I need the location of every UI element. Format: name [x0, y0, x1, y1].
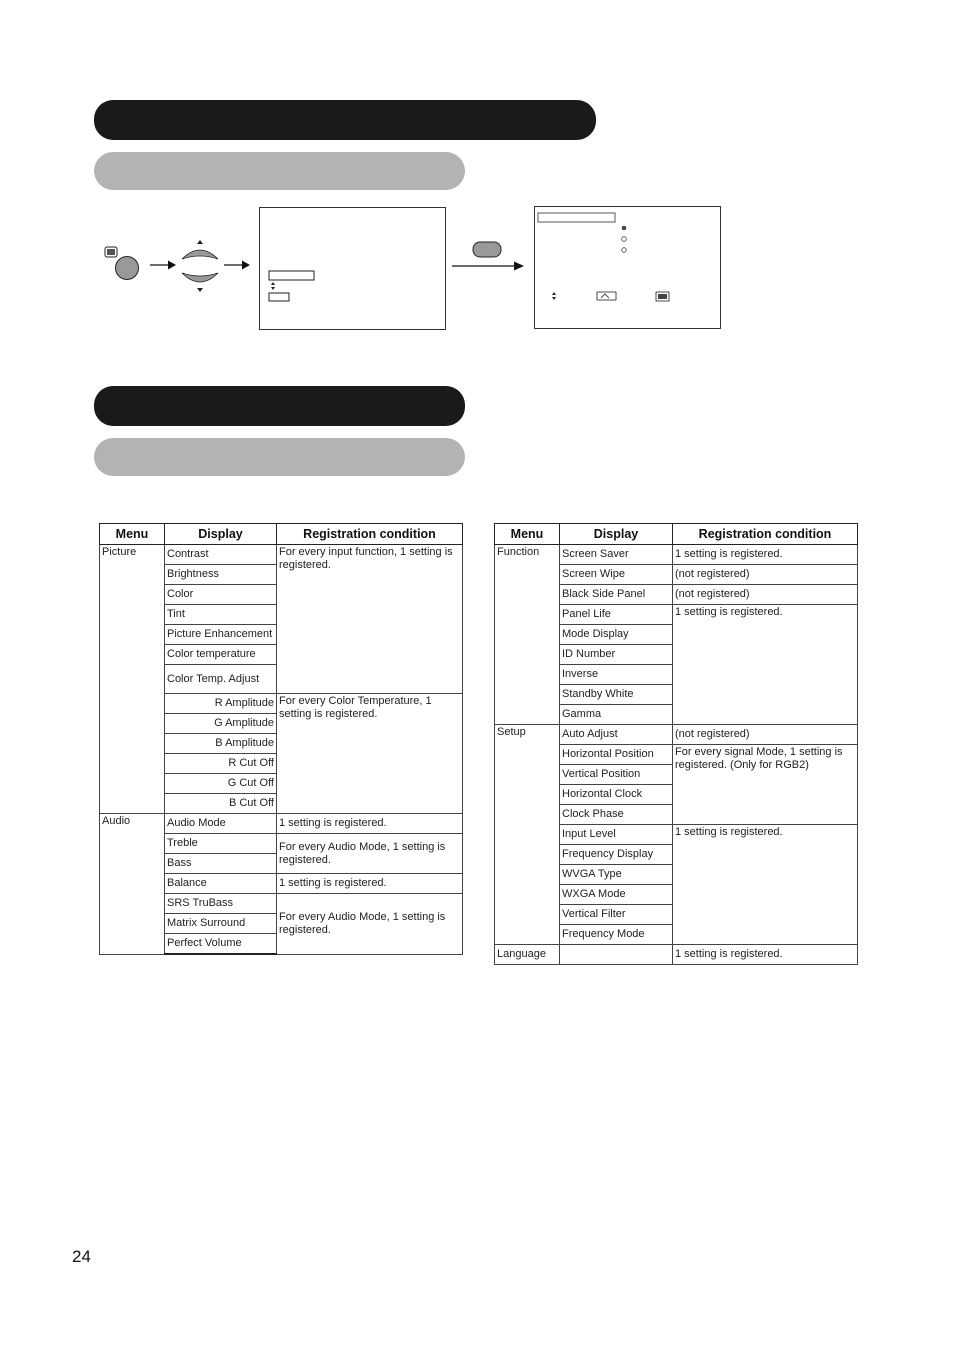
- section-bar-2: [94, 386, 465, 426]
- display-cell: Frequency Display: [560, 845, 673, 865]
- display-cell: Matrix Surround: [165, 914, 277, 934]
- display-cell: SRS TruBass: [165, 894, 277, 914]
- up-down-button-icon: [180, 239, 220, 293]
- condition-cell: 1 setting is registered.: [277, 814, 463, 834]
- display-cell: Balance: [165, 874, 277, 894]
- header-condition: Registration condition: [673, 524, 858, 545]
- table-row: [100, 545, 463, 565]
- menu-cell-function: Function: [495, 545, 560, 725]
- condition-cell: 1 setting is registered.: [673, 945, 858, 965]
- menu-button: [114, 255, 140, 281]
- table-header-row: [100, 524, 463, 545]
- display-cell: Black Side Panel: [560, 585, 673, 605]
- select-button: [472, 241, 502, 259]
- registration-table-right: [494, 523, 858, 965]
- display-cell: G Amplitude: [165, 714, 277, 734]
- display-cell: B Amplitude: [165, 734, 277, 754]
- condition-cell: 1 setting is registered.: [673, 605, 858, 725]
- table-header-row: [495, 524, 858, 545]
- display-cell: Horizontal Clock: [560, 785, 673, 805]
- registration-table-left: [99, 523, 463, 955]
- display-cell: Clock Phase: [560, 805, 673, 825]
- menu-selection-highlight: [268, 270, 318, 304]
- display-cell: Frequency Mode: [560, 925, 673, 945]
- display-cell: Color Temp. Adjust: [165, 665, 277, 694]
- display-cell: WVGA Type: [560, 865, 673, 885]
- subsection-bar-1: [94, 152, 465, 190]
- condition-cell: For every Color Temperature, 1 setting is registered.: [277, 694, 463, 814]
- display-cell: Contrast: [165, 545, 277, 565]
- display-cell: Gamma: [560, 705, 673, 725]
- section-bar-1: [94, 100, 596, 140]
- display-cell: B Cut Off: [165, 794, 277, 814]
- header-display: Display: [165, 524, 277, 545]
- display-cell: Screen Wipe: [560, 565, 673, 585]
- display-cell: Perfect Volume: [165, 934, 277, 955]
- table-row: [495, 545, 858, 565]
- display-cell: Treble: [165, 834, 277, 854]
- menu-cell-language: Language: [495, 945, 560, 965]
- condition-cell: For every Audio Mode, 1 setting is registered.: [277, 834, 463, 874]
- header-condition: Registration condition: [277, 524, 463, 545]
- display-cell: R Amplitude: [165, 694, 277, 714]
- condition-cell: 1 setting is registered.: [277, 874, 463, 894]
- page-number: 24: [72, 1247, 91, 1266]
- condition-cell: For every input function, 1 setting is registered.: [277, 545, 463, 694]
- display-cell: Standby White: [560, 685, 673, 705]
- menu-cell-audio: Audio: [100, 814, 165, 955]
- condition-cell: 1 setting is registered.: [673, 825, 858, 945]
- arrow-right-icon: [224, 259, 250, 271]
- menu-cell-picture: Picture: [100, 545, 165, 814]
- subsection-bar-2: [94, 438, 465, 476]
- display-cell: Screen Saver: [560, 545, 673, 565]
- header-display: Display: [560, 524, 673, 545]
- display-cell: Input Level: [560, 825, 673, 845]
- display-cell: Inverse: [560, 665, 673, 685]
- submenu-contents: [535, 207, 720, 328]
- display-cell: Horizontal Position: [560, 745, 673, 765]
- display-cell: Brightness: [165, 565, 277, 585]
- condition-cell: (not registered): [673, 565, 858, 585]
- header-menu: Menu: [495, 524, 560, 545]
- display-cell: Panel Life: [560, 605, 673, 625]
- display-cell: ID Number: [560, 645, 673, 665]
- display-cell: [560, 945, 673, 965]
- menu-cell-setup: Setup: [495, 725, 560, 945]
- display-cell: Mode Display: [560, 625, 673, 645]
- display-cell: G Cut Off: [165, 774, 277, 794]
- display-cell: Bass: [165, 854, 277, 874]
- display-cell: Picture Enhancement: [165, 625, 277, 645]
- condition-cell: (not registered): [673, 725, 858, 745]
- display-cell: Vertical Position: [560, 765, 673, 785]
- display-cell: Color temperature: [165, 645, 277, 665]
- osd-submenu-screen: [534, 206, 721, 329]
- condition-cell: For every signal Mode, 1 setting is registered. (Only for RGB2): [673, 745, 858, 825]
- condition-cell: For every Audio Mode, 1 setting is registered.: [277, 894, 463, 955]
- header-menu: Menu: [100, 524, 165, 545]
- display-cell: Color: [165, 585, 277, 605]
- display-cell: Auto Adjust: [560, 725, 673, 745]
- condition-cell: (not registered): [673, 585, 858, 605]
- display-cell: WXGA Mode: [560, 885, 673, 905]
- display-cell: Vertical Filter: [560, 905, 673, 925]
- display-cell: Audio Mode: [165, 814, 277, 834]
- condition-cell: 1 setting is registered.: [673, 545, 858, 565]
- display-cell: R Cut Off: [165, 754, 277, 774]
- arrow-right-icon: [150, 259, 176, 271]
- table-row: [495, 945, 858, 965]
- osd-menu-screen: [259, 207, 446, 330]
- display-cell: Tint: [165, 605, 277, 625]
- arrow-long-right-icon: [452, 260, 524, 272]
- table-row: [100, 814, 463, 834]
- table-row: [495, 725, 858, 745]
